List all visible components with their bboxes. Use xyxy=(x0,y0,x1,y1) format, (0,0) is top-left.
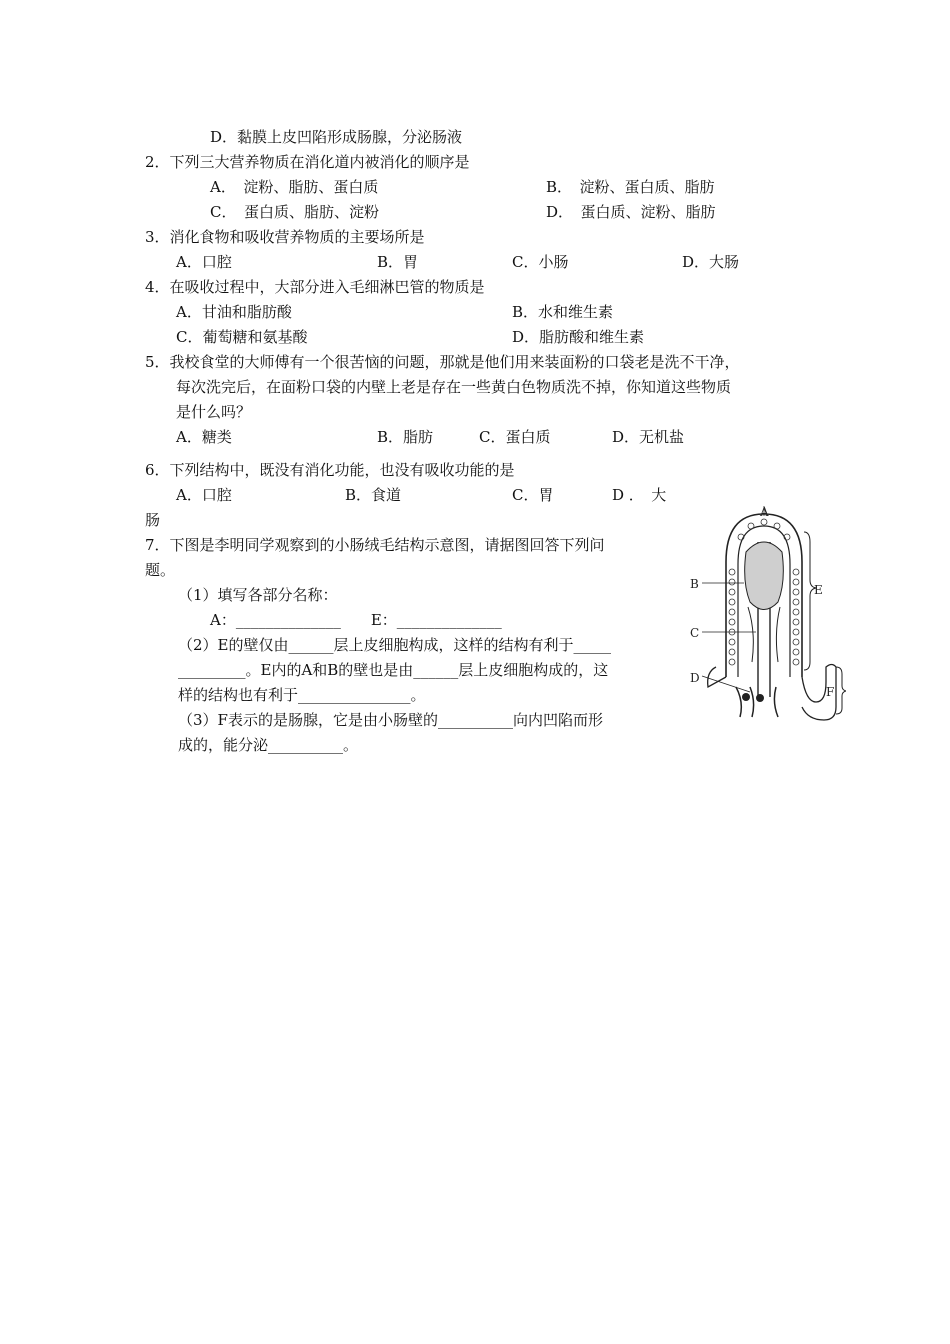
q2-option-b: B． 淀粉、蛋白质、脂肪 xyxy=(546,178,715,196)
q6-option-a: A．口腔 xyxy=(176,486,232,504)
q3-option-d: D．大肠 xyxy=(682,253,740,271)
q3-option-b: B．胃 xyxy=(377,253,419,271)
q4-option-d: D．脂肪酸和维生素 xyxy=(512,328,645,346)
bracket-e xyxy=(804,532,816,670)
q1-option-d: D．黏膜上皮凹陷形成肠腺，分泌肠液 xyxy=(210,128,463,146)
q3-stem: 3．消化食物和吸收营养物质的主要场所是 xyxy=(145,228,425,246)
q2-option-c: C． 蛋白质、脂肪、淀粉 xyxy=(210,203,379,221)
q2-option-d: D． 蛋白质、淀粉、脂肪 xyxy=(546,203,716,221)
q6-option-d: D ． 大 xyxy=(612,486,667,504)
q7-part2-line3: 样的结构也有利于_______________。 xyxy=(178,686,426,704)
q2-stem: 2．下列三大营养物质在消化道内被消化的顺序是 xyxy=(145,153,470,171)
q5-option-a: A．糖类 xyxy=(176,428,232,446)
label-f: F xyxy=(826,685,835,699)
label-d: D xyxy=(690,671,700,685)
q5-stem-line2: 每次洗完后，在面粉口袋的内壁上老是存在一些黄白色物质洗不掉，你知道这些物质 xyxy=(176,378,732,396)
q7-stem-line2: 题。 xyxy=(145,561,176,579)
q6-option-c: C．胃 xyxy=(512,486,554,504)
capillary-network xyxy=(745,542,784,610)
q7-part3-line1: （3）F表示的是肠腺，它是由小肠壁的__________向内凹陷而形 xyxy=(178,711,603,729)
q4-stem: 4．在吸收过程中，大部分进入毛细淋巴管的物质是 xyxy=(145,278,485,296)
q5-stem-line3: 是什么吗？ xyxy=(176,403,252,421)
q7-part2-line1: （2）E的壁仅由______层上皮细胞构成，这样的结构有利于_____ xyxy=(178,636,611,654)
intestinal-villus-diagram xyxy=(686,502,846,724)
q4-option-b: B．水和维生素 xyxy=(512,303,614,321)
q7-part1: （1）填写各部分名称： xyxy=(178,586,338,604)
q7-stem-line1: 7．下图是李明同学观察到的小肠绒毛结构示意图，请据图回答下列问 xyxy=(145,536,605,554)
q7-part1-blanks: A：______________ E：______________ xyxy=(210,611,502,629)
q6-option-d-continued: 肠 xyxy=(145,511,161,529)
blood-vessels-base xyxy=(736,687,778,717)
q2-option-a: A． 淀粉、脂肪、蛋白质 xyxy=(210,178,379,196)
q7-part2-line2: _________。E内的A和B的壁也是由______层上皮细胞构成的，这 xyxy=(178,661,609,679)
q6-option-b: B．食道 xyxy=(345,486,402,504)
label-c: C xyxy=(690,626,700,640)
label-e: E xyxy=(814,583,823,597)
q5-option-d: D．无机盐 xyxy=(612,428,685,446)
label-a: A xyxy=(760,505,769,519)
bracket-f xyxy=(836,667,846,714)
q3-option-a: A．口腔 xyxy=(176,253,232,271)
q3-option-c: C．小肠 xyxy=(512,253,569,271)
q5-option-c: C．蛋白质 xyxy=(479,428,551,446)
q6-stem: 6．下列结构中，既没有消化功能，也没有吸收功能的是 xyxy=(145,461,515,479)
q4-option-c: C．葡萄糖和氨基酸 xyxy=(176,328,308,346)
q7-part3-line2: 成的，能分泌__________。 xyxy=(178,736,359,754)
q5-option-b: B．脂肪 xyxy=(377,428,434,446)
label-b: B xyxy=(690,577,699,591)
q5-stem-line1: 5．我校食堂的大师傅有一个很苦恼的问题，那就是他们用来装面粉的口袋老是洗不干净， xyxy=(145,353,740,371)
q4-option-a: A．甘油和脂肪酸 xyxy=(176,303,292,321)
